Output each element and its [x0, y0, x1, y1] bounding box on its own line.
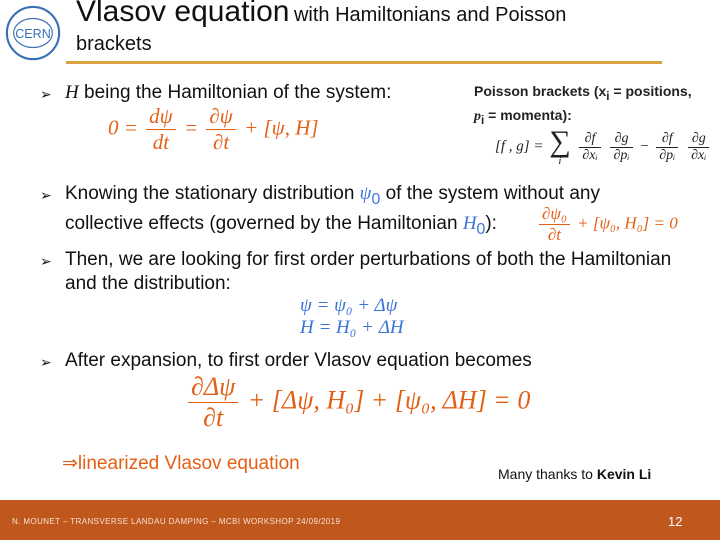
page-number: 12: [668, 514, 683, 529]
bullet-arrow-icon: ➢: [40, 187, 52, 203]
poisson-bracket-formula: [f , g] = ∑ i $\frac{\partial f}{\text{∂xᵢ}}$ $\frac{\partial g}{\text{∂pᵢ}}$ − $\frac{\partial f}{\text{∂pᵢ}}$ $\frac{\partial g}{\text{∂xᵢ}}$: [495, 128, 712, 166]
bullet-text: being the Hamiltonian of the system:: [84, 82, 392, 103]
bullet-perturbations: Then, we are looking for first order perturbations of both the Hamiltonian and the distribution:: [65, 249, 672, 294]
title-rule: [66, 61, 662, 64]
eq1-frac-total: $\frac{d\psi}{dt}$: [146, 104, 176, 155]
equation-stationary: $\frac{\text{∂ψ₀}}{\partial t}$ + [ψ₀, H₀] = 0: [536, 204, 678, 245]
symbol-h: H: [65, 82, 79, 103]
acknowledgement: Many thanks to Kevin Li: [498, 466, 652, 482]
sum-symbol: ∑ i: [549, 125, 571, 167]
eq1-right: + [ψ, H]: [244, 115, 319, 140]
bullet-stationary: Knowing the stationary distribution $\psi_0$ of the system without any collective effects (governed by the Hamiltonian $H_0$):: [65, 183, 600, 238]
title-line2: brackets: [76, 32, 152, 55]
equation-perturbations: ψ = ψ₀ + Δψ H = H₀ + ΔH: [300, 295, 404, 338]
cern-logo: [4, 4, 62, 62]
title-rest: with Hamiltonians and Poisson: [293, 4, 567, 26]
bullet-expansion: After expansion, to first order Vlasov equation becomes: [65, 350, 532, 371]
poisson-bracket-note: Poisson brackets ($x_i$ = positions, $p_i$ = momenta):: [474, 83, 692, 127]
slide-title: [76, 0, 566, 55]
bullet-hamiltonian: [65, 81, 391, 105]
bullet-arrow-icon: ➢: [40, 253, 52, 269]
bullet-arrow-icon: ➢: [40, 354, 52, 370]
footer-text: N. MOUNET – TRANSVERSE LANDAU DAMPING – MCBI WORKSHOP 24/09/2019: [12, 517, 341, 526]
title-main: Vlasov equation: [76, 0, 290, 28]
eq1-left: 0 =: [108, 115, 138, 140]
equation-linearized: $\frac{\partial\Delta\psi}{\partial t}$ + [Δψ, H₀] + [ψ₀, ΔH] = 0: [185, 372, 530, 433]
eq1-frac-partial: $\frac{\partial\psi}{\partial t}$: [206, 104, 235, 155]
conclusion-text: ⇒linearized Vlasov equation: [62, 453, 300, 474]
equation-vlasov: [108, 104, 319, 155]
footer-bar: [0, 500, 720, 540]
cern-logo-text: CERN: [15, 26, 51, 41]
eq1-mid: =: [183, 115, 199, 140]
bullet-arrow-icon: ➢: [40, 86, 52, 102]
